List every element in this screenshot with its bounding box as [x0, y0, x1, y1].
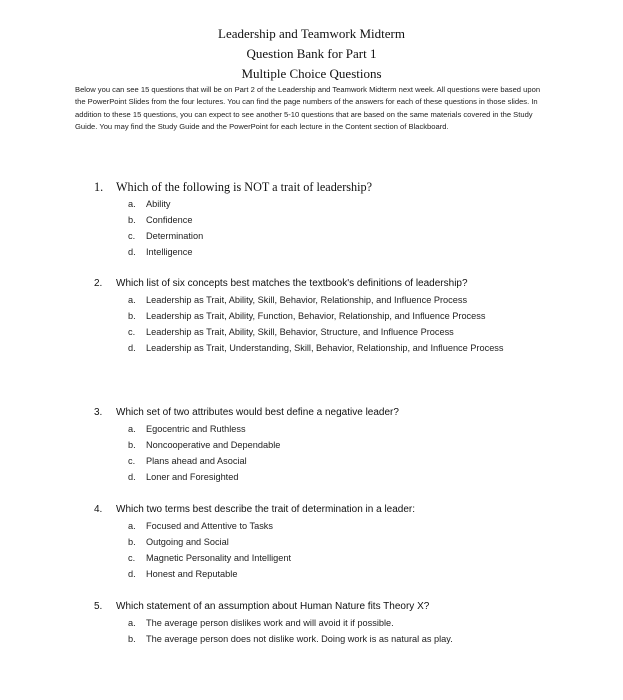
- option-d: [94, 566, 544, 582]
- option-list: [94, 421, 544, 485]
- option-b: [94, 308, 544, 324]
- option-list: [94, 518, 544, 582]
- option-b: [94, 437, 544, 453]
- option-letter: d.: [128, 247, 136, 257]
- option-text: Confidence: [146, 215, 193, 225]
- option-letter: a.: [128, 199, 136, 209]
- question-2: [94, 276, 544, 356]
- option-letter: d.: [128, 569, 136, 579]
- question-number: 5.: [94, 601, 103, 612]
- question-text: Which set of two attributes would best define a negative leader?: [116, 407, 399, 418]
- option-text: Focused and Attentive to Tasks: [146, 521, 273, 531]
- option-c: [94, 453, 544, 469]
- title-block: [0, 24, 623, 84]
- option-text: Outgoing and Social: [146, 537, 229, 547]
- option-text: Leadership as Trait, Understanding, Skill, Behavior, Relationship, and Influence Process: [146, 343, 504, 353]
- option-letter: c.: [128, 456, 136, 466]
- option-text: Magnetic Personality and Intelligent: [146, 553, 292, 563]
- page-subtitle-2: Multiple Choice Questions: [241, 66, 382, 81]
- question-number: 2.: [94, 278, 103, 289]
- option-letter: c.: [128, 553, 136, 563]
- option-letter: c.: [128, 327, 136, 337]
- option-b: [94, 534, 544, 550]
- question-text: Which two terms best describe the trait of determination in a leader:: [116, 504, 416, 515]
- question-4: [94, 502, 544, 582]
- question-3: [94, 405, 544, 485]
- option-text: Egocentric and Ruthless: [146, 424, 246, 434]
- option-text: Leadership as Trait, Ability, Function, Behavior, Relationship, and Influence Process: [146, 311, 486, 321]
- question-text: Which list of six concepts best matches the textbook's definitions of leadership?: [116, 278, 468, 289]
- option-a: [94, 518, 544, 534]
- question-number: 3.: [94, 407, 103, 418]
- option-list: [94, 292, 544, 356]
- option-d: [94, 340, 544, 356]
- option-letter: b.: [128, 634, 136, 644]
- option-letter: b.: [128, 215, 136, 225]
- option-text: Loner and Foresighted: [146, 472, 239, 482]
- page-subtitle: Question Bank for Part 1: [246, 46, 377, 61]
- option-b: [94, 631, 544, 647]
- option-list: [94, 615, 544, 647]
- option-text: The average person dislikes work and will avoid it if possible.: [146, 618, 394, 628]
- option-letter: b.: [128, 311, 136, 321]
- option-letter: c.: [128, 231, 136, 241]
- option-c: [94, 550, 544, 566]
- option-letter: b.: [128, 440, 136, 450]
- option-letter: a.: [128, 618, 136, 628]
- option-a: [94, 615, 544, 631]
- option-c: [94, 228, 544, 244]
- option-letter: b.: [128, 537, 136, 547]
- question-number: 1.: [94, 180, 104, 194]
- option-text: Intelligence: [146, 247, 193, 257]
- option-text: Plans ahead and Asocial: [146, 456, 247, 466]
- option-d: [94, 469, 544, 485]
- option-text: Leadership as Trait, Ability, Skill, Behavior, Structure, and Influence Process: [146, 327, 454, 337]
- question-5: [94, 599, 544, 647]
- option-text: The average person does not dislike work. Doing work is as natural as play.: [146, 634, 453, 644]
- option-letter: d.: [128, 343, 136, 353]
- option-letter: a.: [128, 295, 136, 305]
- option-text: Ability: [146, 199, 171, 209]
- option-c: [94, 324, 544, 340]
- option-b: [94, 212, 544, 228]
- option-text: Honest and Reputable: [146, 569, 238, 579]
- option-letter: a.: [128, 424, 136, 434]
- question-1: [94, 178, 544, 260]
- option-text: Leadership as Trait, Ability, Skill, Behavior, Relationship, and Influence Process: [146, 295, 468, 305]
- question-text: Which of the following is NOT a trait of leadership?: [116, 180, 372, 194]
- option-a: [94, 292, 544, 308]
- option-d: [94, 244, 544, 260]
- option-a: [94, 421, 544, 437]
- question-number: 4.: [94, 504, 103, 515]
- option-list: [94, 196, 544, 260]
- intro-paragraph: Below you can see 15 questions that will be on Part 2 of the Leadership and Teamwork Midterm next week. All questions were based upon the PowerPoint Slides from the four lectures. You can find the page numbers of the answers for each of these questions in those slides. In addition to these 15 questions, you can expect to see another 5-10 questions that are based on the same materials covered in the Study Guide. You may find the Study Guide and the PowerPoint for each lecture in the Content section of Blackboard.: [75, 85, 541, 132]
- page-title: Leadership and Teamwork Midterm: [218, 26, 405, 41]
- option-a: [94, 196, 544, 212]
- option-text: Determination: [146, 231, 204, 241]
- option-letter: a.: [128, 521, 136, 531]
- question-text: Which statement of an assumption about Human Nature fits Theory X?: [116, 601, 430, 612]
- option-text: Noncooperative and Dependable: [146, 440, 281, 450]
- option-letter: d.: [128, 472, 136, 482]
